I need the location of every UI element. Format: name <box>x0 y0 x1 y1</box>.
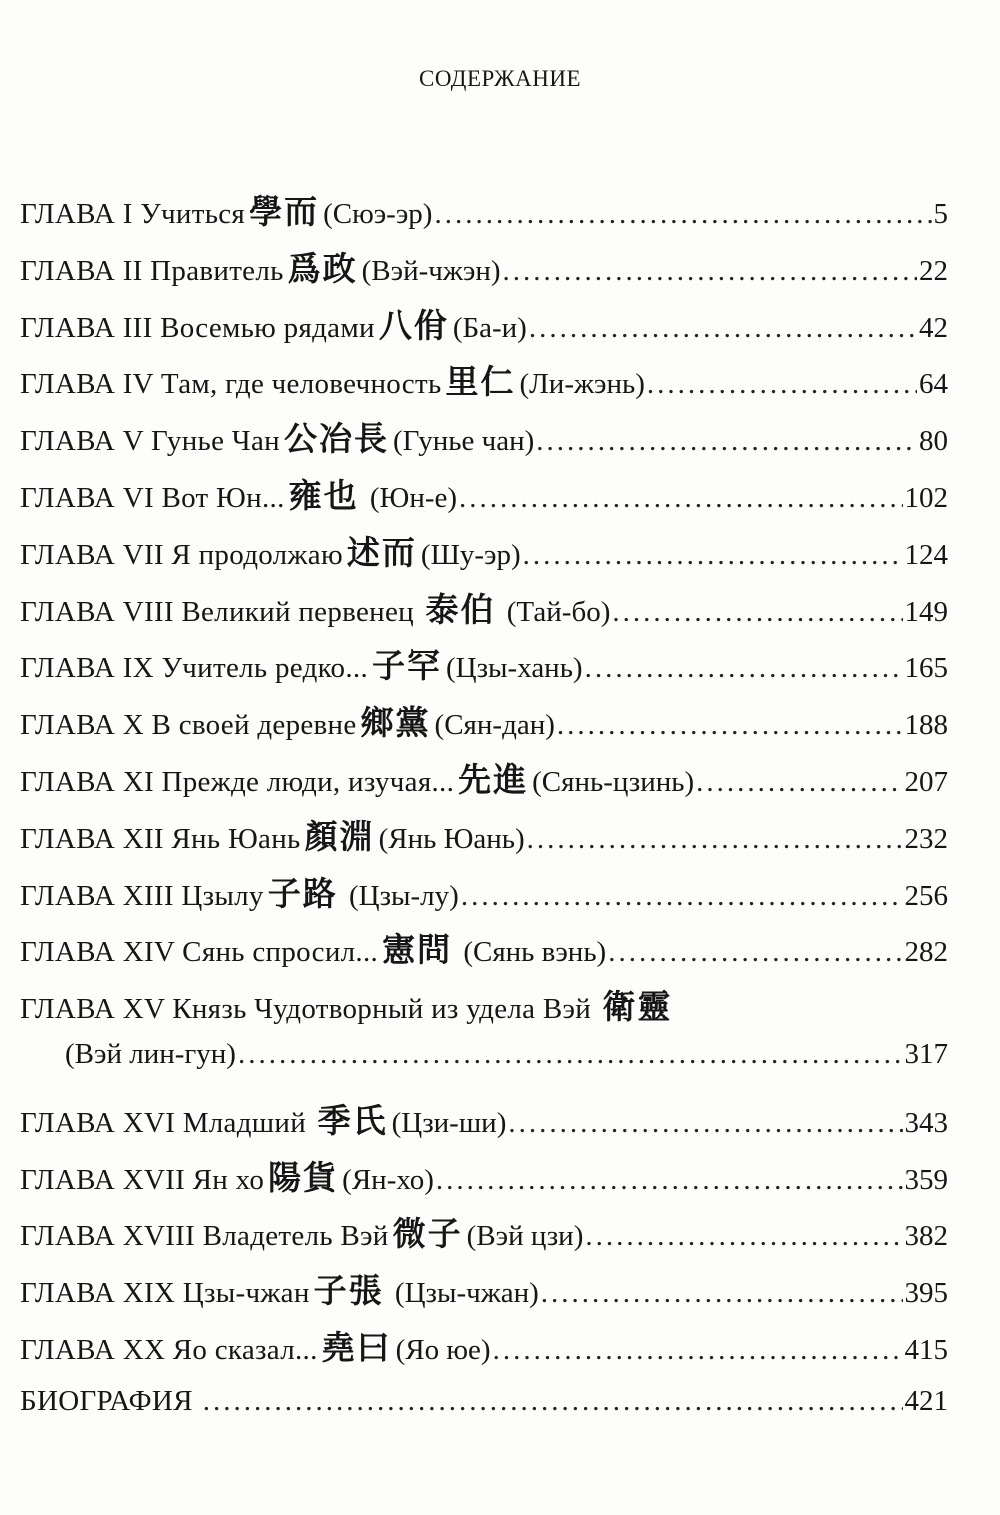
entry-reading: (Шу-эр) <box>420 538 521 571</box>
toc-entry[interactable] <box>20 868 948 925</box>
entry-page-number: 256 <box>904 879 948 912</box>
entry-reading: (Вэй лин-гун) <box>65 1037 236 1070</box>
entry-hanzi: 子路 <box>267 873 338 913</box>
entry-title <box>20 640 583 687</box>
entry-label: ГЛАВА I Учиться <box>20 198 246 230</box>
entry-page-number: 149 <box>904 595 948 628</box>
toc-list <box>20 186 948 1436</box>
entry-hanzi: 述而 <box>346 532 417 572</box>
toc-entry[interactable] <box>20 754 948 811</box>
entry-title <box>20 1208 583 1255</box>
entry-title <box>20 300 527 347</box>
entry-reading: (Цзы-чжан) <box>387 1277 539 1310</box>
entry-hanzi: 憲問 <box>382 930 453 970</box>
dot-leader <box>527 823 903 856</box>
dot-leader <box>536 425 917 458</box>
entry-title <box>20 527 521 574</box>
entry-hanzi: 爲政 <box>287 248 358 288</box>
entry-label: ГЛАВА XI Прежде люди, изучая... <box>20 765 455 798</box>
dot-leader <box>459 482 902 515</box>
entry-reading: (Вэй цзи) <box>466 1220 584 1253</box>
entry-hanzi: 鄉黨 <box>360 703 431 743</box>
entry-label: ГЛАВА VII Я продолжаю <box>20 538 343 571</box>
entry-label: ГЛАВА VI Вот Юн... <box>20 481 285 514</box>
toc-entry[interactable] <box>20 1379 948 1436</box>
entry-hanzi: 泰伯 <box>425 589 496 629</box>
entry-label: ГЛАВА XVII Ян хо <box>20 1163 265 1196</box>
dot-leader <box>203 1385 903 1418</box>
entry-title <box>20 1379 201 1418</box>
entry-title <box>20 413 534 460</box>
dot-leader <box>523 539 903 572</box>
entry-page-number: 421 <box>904 1384 948 1417</box>
entry-reading: (Сюэ-эр) <box>323 198 433 230</box>
entry-page-number: 64 <box>919 368 948 401</box>
dot-leader <box>461 880 903 913</box>
entry-reading: (Сянь-цзинь) <box>532 765 695 798</box>
entry-hanzi: 陽貨 <box>268 1157 339 1197</box>
entry-label: БИОГРАФИЯ <box>20 1384 193 1417</box>
entry-reading: (Ян-хо) <box>342 1163 434 1196</box>
dot-leader <box>608 936 902 969</box>
entry-title <box>20 754 694 801</box>
entry-page-number: 80 <box>919 425 948 458</box>
entry-title <box>20 924 606 971</box>
entry-reading: (Сянь вэнь) <box>456 936 607 969</box>
toc-entry[interactable] <box>20 1095 948 1152</box>
entry-reading: (Ли-жэнь) <box>519 368 645 401</box>
entry-title <box>20 470 457 517</box>
entry-hanzi: 顏淵 <box>304 816 375 856</box>
entry-page-number: 188 <box>904 709 948 742</box>
dot-leader <box>434 198 931 231</box>
entry-label: ГЛАВА IV Там, где человечность <box>20 368 442 401</box>
toc-entry[interactable] <box>20 356 948 413</box>
entry-label: ГЛАВА XIV Сянь спросил... <box>20 936 379 969</box>
toc-entry[interactable] <box>20 924 948 981</box>
entry-reading: (Цзы-хань) <box>446 652 583 685</box>
entry-title <box>20 584 610 631</box>
entry-page-number: 165 <box>904 652 948 685</box>
entry-label: ГЛАВА XIII Цзылу <box>20 879 264 912</box>
dot-leader <box>436 1164 903 1197</box>
toc-entry[interactable] <box>20 470 948 527</box>
entry-reading: (Гунье чан) <box>392 425 535 458</box>
dot-leader <box>493 1334 903 1367</box>
toc-entry[interactable] <box>20 243 948 300</box>
entry-title <box>20 697 555 744</box>
entry-hanzi: 雍也 <box>288 475 359 515</box>
entry-reading: (Ба-и) <box>452 311 527 344</box>
entry-hanzi: 公冶長 <box>283 419 389 459</box>
entry-title <box>20 1265 539 1312</box>
entry-page-number: 395 <box>904 1277 948 1310</box>
entry-reading: (Юн-е) <box>362 481 458 514</box>
entry-label: ГЛАВА X В своей деревне <box>20 709 357 742</box>
entry-page-number: 359 <box>904 1163 948 1196</box>
toc-entry[interactable] <box>20 811 948 868</box>
entry-title <box>20 811 525 858</box>
entry-hanzi: 里仁 <box>445 362 516 402</box>
entry-hanzi: 衛靈 <box>602 987 673 1027</box>
entry-title <box>20 1322 491 1369</box>
toc-entry[interactable] <box>20 527 948 584</box>
entry-title <box>20 356 645 403</box>
entry-label: ГЛАВА VIII Великий первенец <box>20 595 422 628</box>
entry-hanzi: 季氏 <box>317 1100 388 1140</box>
entry-page-number: 42 <box>919 311 948 344</box>
dot-leader <box>529 312 917 345</box>
entry-hanzi: 微子 <box>392 1214 463 1254</box>
dot-leader <box>557 709 903 742</box>
entry-page-number: 22 <box>919 254 948 287</box>
entry-title <box>20 243 501 290</box>
entry-hanzi: 子罕 <box>372 646 442 686</box>
dot-leader <box>238 1038 903 1071</box>
entry-label: ГЛАВА III Восемью рядами <box>20 311 375 344</box>
entry-page-number: 282 <box>904 936 948 969</box>
entry-title <box>20 186 432 233</box>
toc-entry[interactable] <box>20 640 948 697</box>
entry-reading: (Сян-дан) <box>434 709 555 742</box>
entry-page-number: 232 <box>904 822 948 855</box>
entry-label: ГЛАВА IX Учитель редко... <box>20 652 368 685</box>
toc-entry[interactable] <box>20 697 948 754</box>
toc-entry[interactable] <box>20 1208 948 1265</box>
entry-reading: (Вэй-чжэн) <box>361 254 501 287</box>
entry-hanzi: 子張 <box>313 1271 384 1311</box>
entry-label: ГЛАВА XVI Младший <box>20 1106 314 1139</box>
entry-reading: (Яо юе) <box>395 1333 491 1366</box>
entry-reading: (Цзи-ши) <box>391 1106 507 1139</box>
entry-page-number: 382 <box>904 1220 948 1253</box>
dot-leader <box>508 1107 902 1140</box>
entry-title <box>20 868 459 915</box>
entry-label: ГЛАВА XIX Цзы-чжан <box>20 1277 310 1310</box>
entry-label: ГЛАВА XVIII Владетель Вэй <box>20 1220 389 1253</box>
dot-leader <box>585 652 903 685</box>
dot-leader <box>612 596 902 629</box>
entry-page-number: 5 <box>933 198 948 230</box>
entry-page-number: 124 <box>904 538 948 571</box>
dot-leader <box>647 368 917 401</box>
entry-page-number: 207 <box>904 765 948 798</box>
entry-hanzi: 學而 <box>249 192 320 231</box>
entry-hanzi: 先進 <box>458 759 529 799</box>
entry-label: ГЛАВА XV Князь Чудотворный из удела Вэй <box>20 993 592 1026</box>
toc-entry[interactable] <box>20 413 948 470</box>
entry-hanzi: 堯曰 <box>321 1327 392 1367</box>
toc-heading: СОДЕРЖАНИЕ <box>418 66 581 91</box>
entry-title <box>20 1152 434 1199</box>
dot-leader <box>585 1220 902 1253</box>
toc-entry[interactable] <box>20 1265 948 1322</box>
entry-hanzi: 八佾 <box>378 305 449 345</box>
entry-page-number: 343 <box>904 1106 948 1139</box>
toc-entry[interactable] <box>20 186 948 243</box>
dot-leader <box>503 255 917 288</box>
entry-page-number: 415 <box>904 1333 948 1366</box>
toc-entry[interactable] <box>20 300 948 357</box>
entry-title <box>20 1095 506 1142</box>
toc-entry-15[interactable] <box>20 981 948 1095</box>
dot-leader <box>696 766 902 799</box>
dot-leader <box>541 1277 903 1310</box>
entry-label: ГЛАВА XII Янь Юань <box>20 822 301 855</box>
entry-reading: (Цзы-лу) <box>341 879 459 912</box>
entry-reading: (Янь Юань) <box>378 822 525 855</box>
entry-label: ГЛАВА XX Яо сказал... <box>20 1333 318 1366</box>
entry-page-number: 102 <box>904 481 948 514</box>
entry-page-number: 317 <box>904 1037 948 1070</box>
entry-label: ГЛАВА V Гунье Чан <box>20 425 280 458</box>
entry-label: ГЛАВА II Правитель <box>20 254 284 287</box>
toc-entry[interactable] <box>20 1152 948 1209</box>
toc-entry[interactable] <box>20 1322 948 1379</box>
entry-reading: (Тай-бо) <box>499 595 611 628</box>
toc-entry[interactable] <box>20 584 948 641</box>
